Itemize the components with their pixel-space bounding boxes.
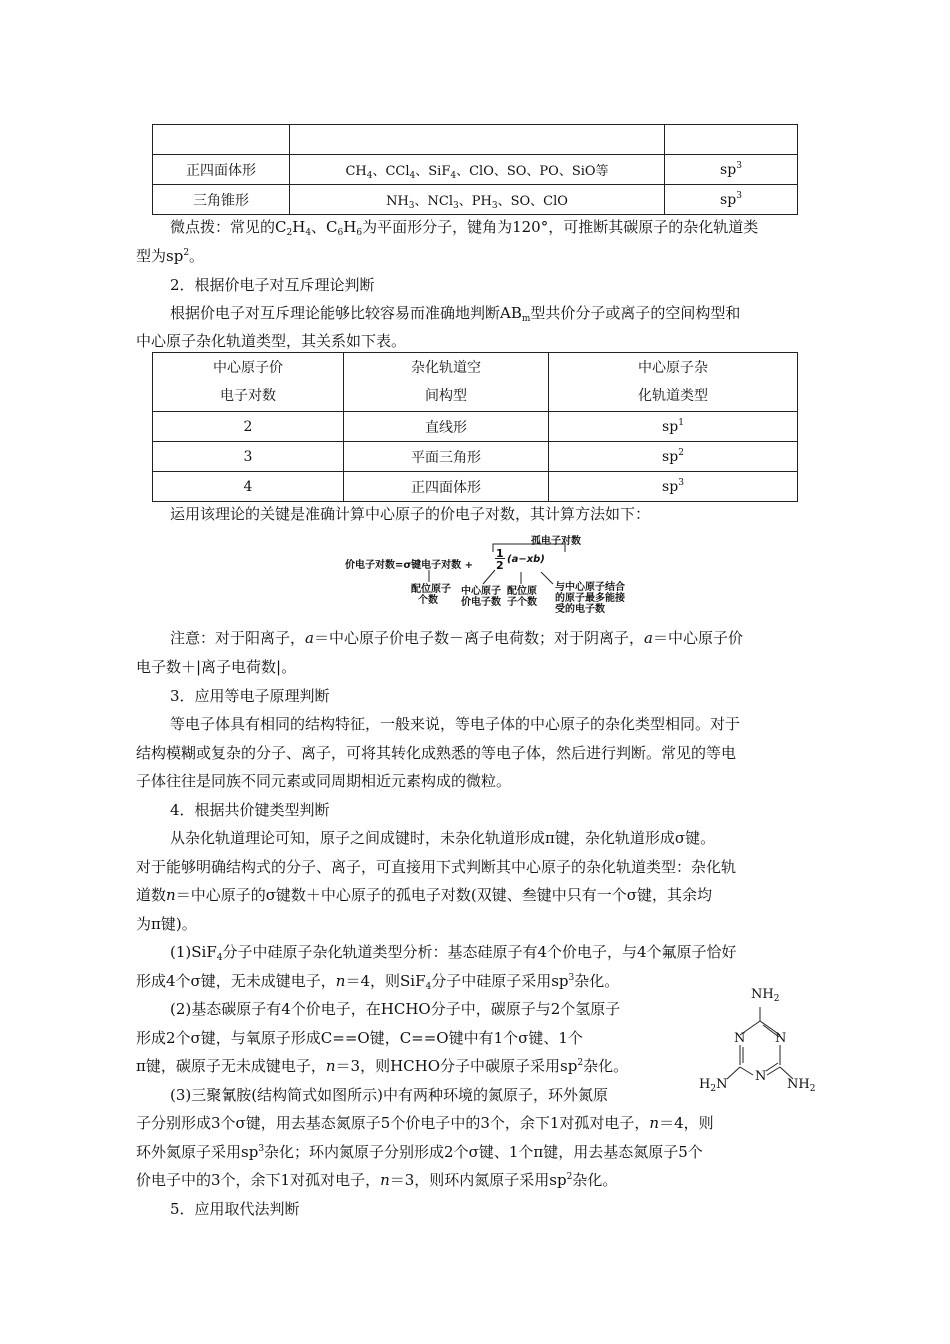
type-cell: $sp^3$	[665, 155, 798, 185]
section-3-line: 结构模糊或复杂的分子、离子，可将其转化成熟悉的等电子体，然后进行判断。常见的等电	[136, 744, 737, 762]
section-4-line: 对于能够明确结构式的分子、离子，可直接用下式判断其中心原子的杂化轨道类型：杂化轨	[136, 858, 737, 876]
section-2-heading: 2．根据价电子对互斥理论判断	[170, 276, 375, 294]
example-3-line: 价电子中的3个，余下1对孤对电子，n＝3，则环内氮原子采用$sp^2$杂化。	[136, 1171, 618, 1189]
examples-cell: $CH_4$、CCl$_4$、SiF$_4$、ClO、SO、PO、SiO等	[290, 155, 665, 185]
table-row: 4 正四面体形 $sp^3$	[153, 472, 798, 502]
example-2-line: 形成2个σ键，与氧原子形成C==O键，C==O键中有1个σ键、1个	[136, 1029, 583, 1047]
table-row	[153, 155, 798, 185]
header-pairs: 中心原子价 电子对数	[153, 353, 344, 412]
section-4-line: 道数n＝中心原子的σ键数＋中心原子的孤电子对数(双键、叁键中只有一个σ键，其余均	[136, 886, 713, 904]
section-3-line: 等电子体具有相同的结构特征，一般来说，等电子体的中心原子的杂化类型相同。对于	[170, 715, 741, 733]
example-2-line: π键，碳原子无未成键电子，n＝3，则HCHO分子中碳原子采用$sp^2$杂化。	[136, 1057, 629, 1075]
example-3-line: 环外氮原子采用$sp^3$杂化；环内氮原子分别形成2个σ键、1个π键，用去基态氮原子5个	[136, 1143, 703, 1161]
example-1-line: 形成4个σ键，无未成键电子，n＝4，则SiF$_4$分子中硅原子采用$sp^3$杂化。	[136, 972, 620, 992]
section-3-heading: 3．应用等电子原理判断	[170, 687, 330, 705]
example-2-line: (2)基态碳原子有4个价电子，在HCHO分子中，碳原子与2个氢原子	[170, 1000, 621, 1018]
table-row: 2 直线形 $sp^1$	[153, 412, 798, 442]
example-3-line: 子分别形成3个σ键，用去基态氮原子5个价电子中的3个，余下1对孤对电子，n＝4，则	[136, 1114, 714, 1132]
after-table-text: 运用该理论的关键是准确计算中心原子的价电子对数，其计算方法如下：	[170, 505, 651, 523]
examples-cell: $NH_3$、NCl$_3$、$PH_3$、SO、ClO	[290, 185, 665, 215]
melamine-left-h2n: $H_2N$	[699, 1077, 728, 1094]
example-3-line: (3)三聚氰胺(结构简式如图所示)中有两种环境的氮原子，环外氮原	[170, 1086, 608, 1104]
note-line-1: 注意：对于阳离子，a＝中心原子价电子数－离子电荷数；对于阴离子，a＝中心原子价	[170, 629, 743, 647]
section-4-heading: 4．根据共价键类型判断	[170, 801, 330, 819]
section-2-intro-1: 根据价电子对互斥理论能够比较容易而准确地判断$AB_m$型共价分子或离子的空间构型和	[170, 304, 741, 324]
shape-cell: 三角锥形	[153, 185, 290, 215]
section-3-line: 子体往往是同族不同元素或同周期相近元素构成的微粒。	[136, 772, 512, 790]
table-row: 3 平面三角形 $sp^2$	[153, 442, 798, 472]
formula-lone-pair-label: 孤电子对数	[531, 536, 581, 547]
vsepr-formula-figure	[345, 530, 645, 615]
header-hybrid: 中心原子杂 化轨道类型	[549, 353, 798, 412]
formula-parens: (a−xb)	[507, 554, 545, 565]
example-1-line: (1)SiF$_4$分子中硅原子杂化轨道类型分析：基态硅原子有4个价电子，与4个氟原子恰好	[170, 943, 737, 963]
melamine-structure	[695, 987, 825, 1097]
section-5-heading: 5．应用取代法判断	[170, 1200, 300, 1218]
melamine-top-nh2: $NH_2$	[751, 987, 780, 1004]
section-4-line: 为π键)。	[136, 915, 197, 933]
hybrid-table-1	[152, 124, 798, 215]
type-cell: $sp^3$	[665, 185, 798, 215]
section-4-line: 从杂化轨道理论可知，原子之间成键时，未杂化轨道形成π键，杂化轨道形成σ键。	[170, 829, 716, 847]
section-2-intro-2: 中心原子杂化轨道类型，其关系如下表。	[136, 332, 407, 350]
table-header-row	[153, 353, 798, 412]
formula-lhs: 价电子对数=σ键电子对数 +	[345, 560, 474, 571]
formula-valence-label: 中心原子 价电子数	[461, 586, 501, 608]
formula-ligand-label: 配位原子 个数	[411, 584, 451, 606]
tip-line-2: 型为$sp^2$。	[136, 247, 205, 265]
header-geometry: 杂化轨道空 间构型	[344, 353, 549, 412]
melamine-ring-n: N	[755, 1069, 767, 1084]
table-row	[153, 185, 798, 215]
note-line-2: 电子数＋|离子电荷数|。	[136, 658, 297, 676]
formula-count-label: 配位原 子个数	[507, 586, 537, 608]
tip-line-1: 微点拨：常见的$C_2H_4$、$C_6H_6$为平面形分子，键角为120°，可推断其碳原子的杂化轨道类	[170, 218, 759, 238]
formula-fraction: 1 2	[496, 547, 504, 572]
shape-cell: 正四面体形	[153, 155, 290, 185]
melamine-ring-n: N	[734, 1031, 746, 1046]
melamine-right-nh2: $NH_2$	[787, 1077, 816, 1094]
formula-max-label: 与中心原子结合 的原子最多能接 受的电子数	[555, 582, 625, 615]
vsepr-table	[152, 352, 798, 502]
table-row	[153, 125, 798, 155]
melamine-ring-n: N	[775, 1031, 787, 1046]
